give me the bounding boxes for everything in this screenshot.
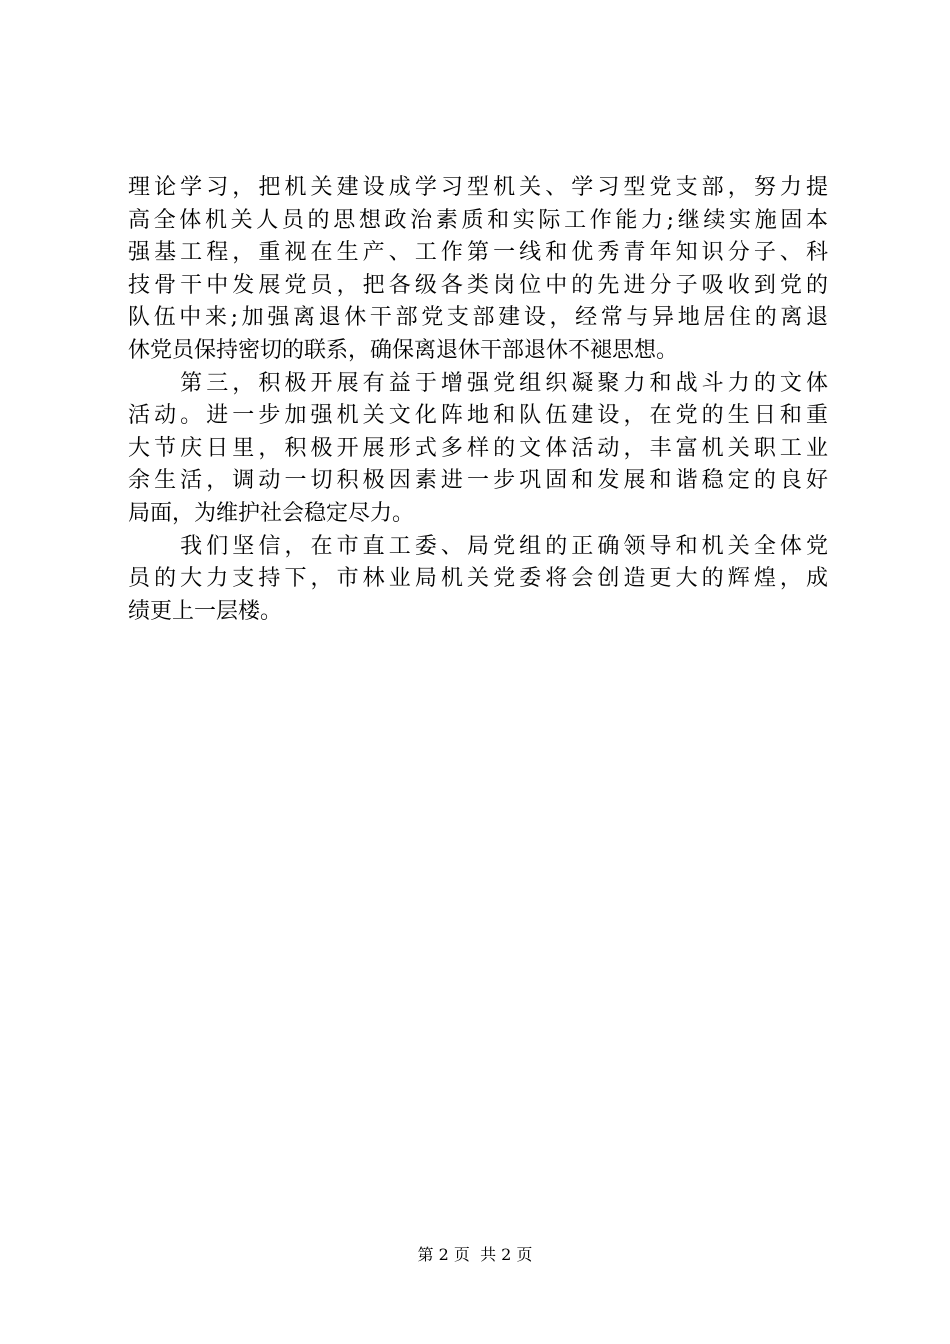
text-line: 休党员保持密切的联系，确保离退休干部退休不褪思想。 — [128, 337, 679, 363]
text-line: 第三，积极开展有益于增强党组织凝聚力和战斗力的文体 — [128, 370, 828, 396]
text-line: 我们坚信，在市直工委、局党组的正确领导和机关全体党 — [128, 533, 828, 559]
text-line: 理论学习，把机关建设成学习型机关、学习型党支部，努力提 — [128, 175, 828, 200]
text-line: 活动。进一步加强机关文化阵地和队伍建设，在党的生日和重 — [128, 403, 828, 429]
text-line: 强基工程，重视在生产、工作第一线和优秀青年知识分子、科 — [128, 240, 828, 266]
text-line: 大节庆日里，积极开展形式多样的文体活动，丰富机关职工业 — [128, 435, 828, 461]
text-line: 绩更上一层楼。 — [128, 598, 283, 624]
text-line: 余生活，调动一切积极因素进一步巩固和发展和谐稳定的良好 — [128, 468, 828, 494]
body-text — [128, 172, 828, 628]
page-number-footer: 第 2 页 共 2 页 — [417, 1245, 533, 1264]
text-line: 队伍中来;加强离退休干部党支部建设，经常与异地居住的离退 — [128, 305, 828, 331]
text-line: 高全体机关人员的思想政治素质和实际工作能力;继续实施固本 — [128, 207, 828, 233]
text-line: 员的大力支持下，市林业局机关党委将会创造更大的辉煌，成 — [128, 566, 828, 592]
text-line: 局面，为维护社会稳定尽力。 — [128, 500, 415, 526]
text-line: 技骨干中发展党员，把各级各类岗位中的先进分子吸收到党的 — [128, 272, 828, 298]
